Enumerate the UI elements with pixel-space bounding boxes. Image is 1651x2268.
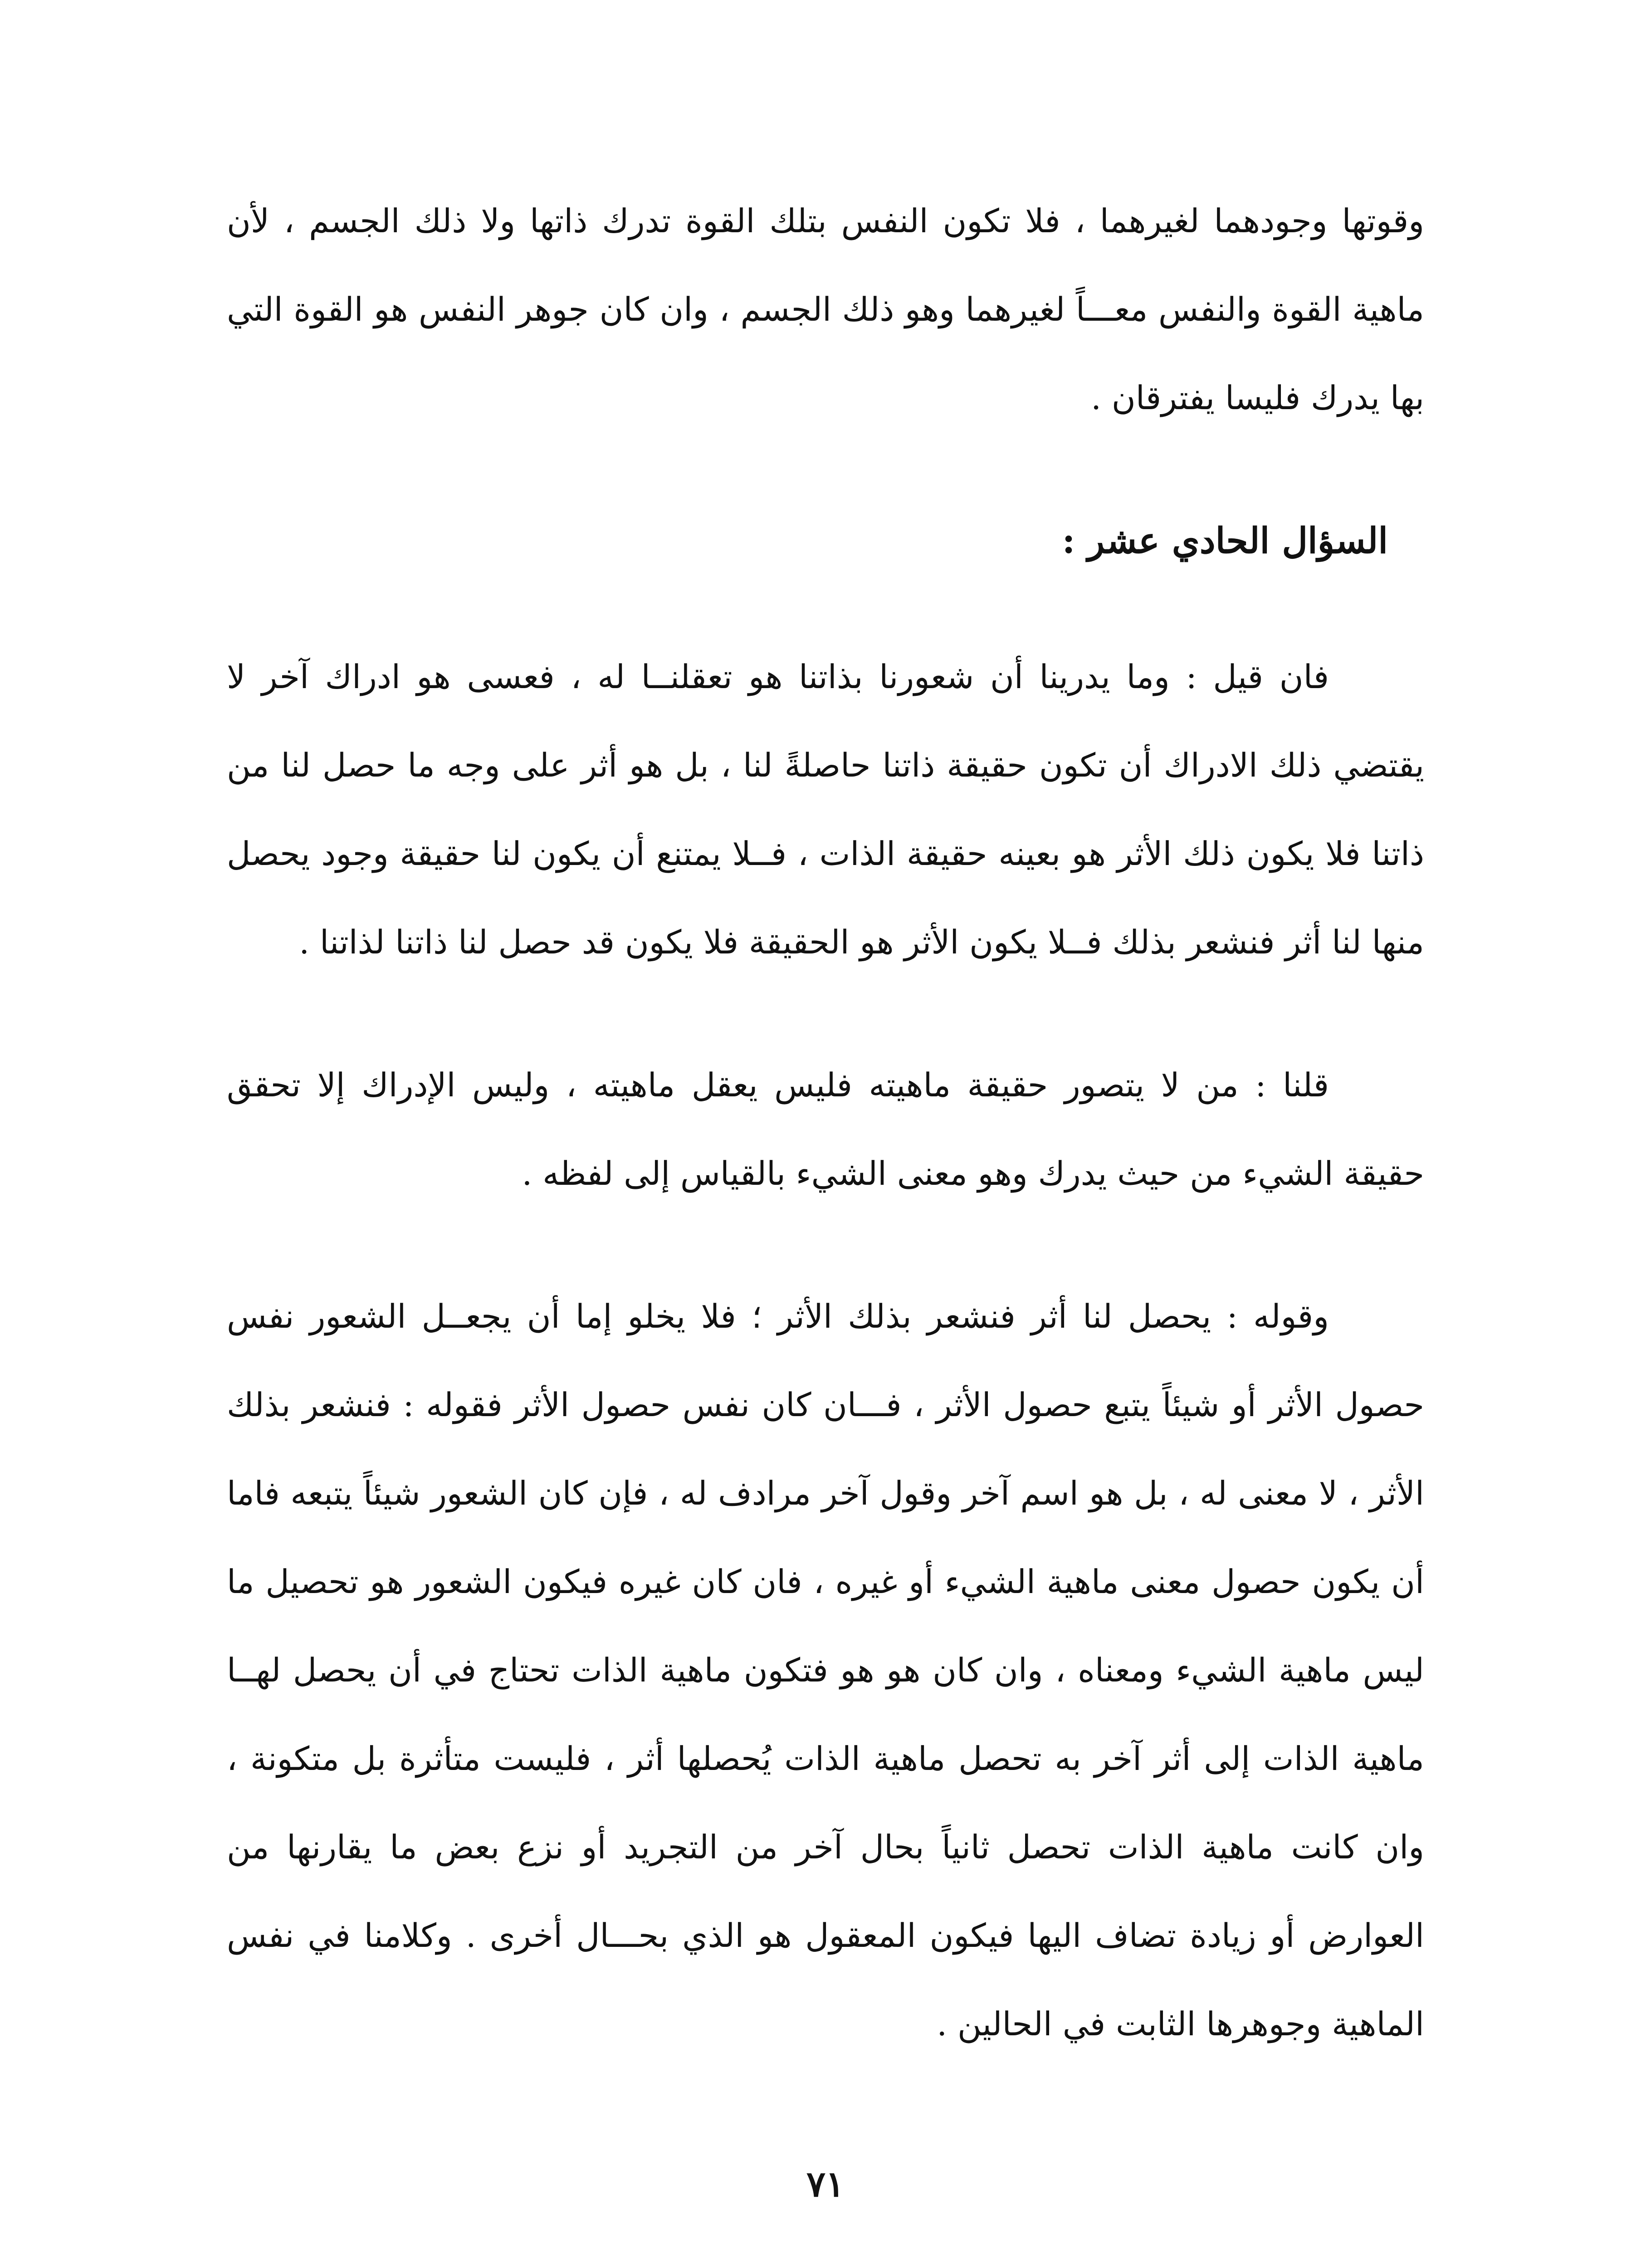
paragraph-reply: قلنا : من لا يتصور حقيقة ماهيته فليس يعقل ماهيته ، وليس الإدراك إلا تحقق حقيقة الشيء من حيث يدرك وهو معنى الشيء بالقياس إلى لفظه . (227, 1066, 1424, 1193)
page-number: ٧١ (806, 2164, 845, 2205)
paragraph-continuation: وقوتها وجودهما لغيرهما ، فلا تكون النفس بتلك القوة تدرك ذاتها ولا ذلك الجسم ، لأن ماهية القوة والنفس معـــاً لغيرهما وهو ذلك الجسم ، وان كان جوهر النفس هو القوة التي بها يدرك فليسا يفترقان . (227, 202, 1424, 417)
paragraph-discussion: وقوله : يحصل لنا أثر فنشعر بذلك الأثر ؛ فلا يخلو إما أن يجعــل الشعور نفس حصول الأثر أو شيئاً يتبع حصول الأثر ، فـــان كان نفس حصول الأثر فقوله : فنشعر بذلك الأثر ، لا معنى له ، بل هو اسم آخر وقول آخر مرادف له ، فإن كان الشعور شيئاً يتبعه فاما أن يكون حصول معنى ماهية الشيء أو غيره ، فان كان غيره فيكون الشعور هو تحصيل ما ليس ماهية الشيء ومعناه ، وان كان هو هو فتكون ماهية الذات تحتاج في أن يحصل لهــا ماهية الذات إلى أثر آخر به تحصل ماهية الذات يُحصلها أثر ، فليست متأثرة بل متكونة ، وان كانت ماهية الذات تحصل ثانياً بحال آخر من التجريد أو نزع بعض ما يقارنها من العوارض أو زيادة تضاف اليها فيكون المعقول هو الذي بحـــال أخرى . وكلامنا في نفس الماهية وجوهرها الثابت في الحالين . (227, 1297, 1424, 2043)
paragraph-gap (227, 1218, 1424, 1272)
section-heading: السؤال الحادي عشر : (1062, 520, 1388, 562)
paragraph-gap (227, 987, 1424, 1041)
paragraph-gap (227, 442, 1424, 497)
text-block (227, 177, 1424, 2068)
paragraph-objection: فان قيل : وما يدرينا أن شعورنا بذاتنا هو تعقلنــا له ، فعسى هو ادراك آخر لا يقتضي ذلك الادراك أن تكون حقيقة ذاتنا حاصلةً لنا ، بل هو أثر على وجه ما حصل لنا من ذاتنا فلا يكون ذلك الأثر هو بعينه حقيقة الذات ، فــلا يمتنع أن يكون لنا حقيقة وجود يحصل منها لنا أثر فنشعر بذلك فــلا يكون الأثر هو الحقيقة فلا يكون قد حصل لنا ذاتنا لذاتنا . (227, 658, 1424, 961)
paragraph-gap (227, 585, 1424, 633)
